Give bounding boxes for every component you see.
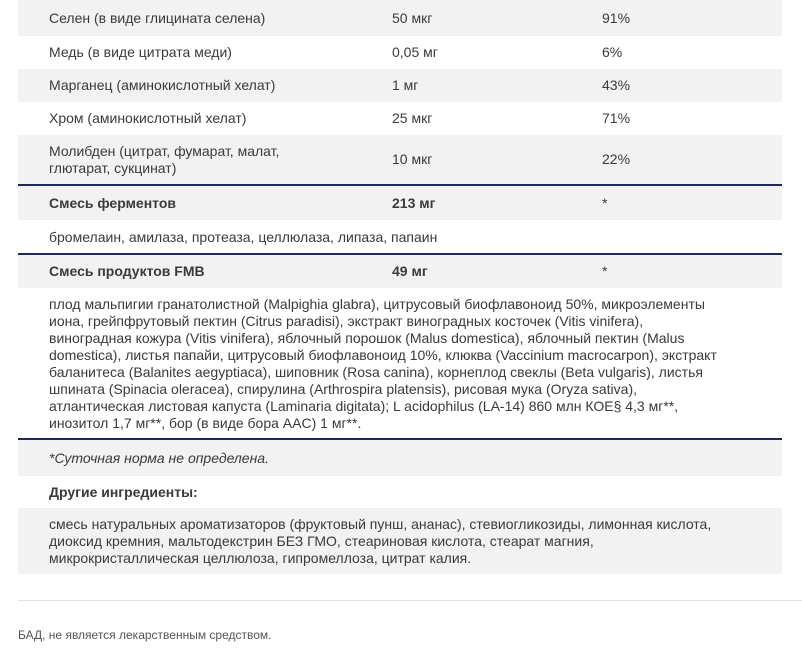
ingredients-line: диоксид кремния, мальтодекстрин БЕЗ ГМО, стеариновая кислота, стеарат магния, (49, 533, 594, 549)
ingredients-line: микрокристаллическая целлюлоза, гипромеллоза, цитрат калия. (49, 550, 472, 566)
daily-value-note: *Суточная норма не определена. (49, 450, 269, 466)
nutrient-amount: 0,05 мг (392, 44, 438, 60)
table-row (18, 135, 782, 184)
nutrient-name: Хром (аминокислотный хелат) (49, 110, 247, 126)
table-row (18, 0, 782, 36)
blend-contents-row (18, 220, 782, 253)
blend-amount: 49 мг (392, 263, 428, 279)
nutrient-daily-value: 43% (602, 77, 631, 93)
blend-daily-value: * (602, 263, 608, 279)
nutrient-name-line2: глютарат, сукцинат) (49, 160, 177, 176)
ingredients-line: смесь натуральных ароматизаторов (фруктовый пунш, ананас), стевиогликозиды, лимонная кислота, (49, 516, 712, 532)
nutrient-name: Марганец (аминокислотный хелат) (49, 77, 276, 93)
nutrient-daily-value: 71% (602, 110, 631, 126)
blend-contents-line: domestica), листья папайи, цитрусовый биофлавоноид 10%, клюква (Vaccinium macrocarpon), экстракт (49, 347, 717, 363)
blend-contents: бромелаин, амилаза, протеаза, целлюлаза, липаза, папаин (49, 229, 438, 245)
nutrient-daily-value: 6% (602, 44, 623, 60)
nutrient-daily-value: 91% (602, 10, 631, 26)
blend-header-row (18, 186, 782, 220)
blend-contents-line: плод мальпигии гранатолистной (Malpighia glabra), цитрусовый биофлавоноид 50%, микроэлементы (49, 296, 705, 312)
other-ingredients-list (49, 516, 774, 567)
blend-contents-line: атлантическая листовая капуста (Laminaria digitata); L acidophilus (LA-14) 860 млн КОЕ§ 4,3 мг**, (49, 398, 679, 414)
nutrient-name: Медь (в виде цитрата меди) (49, 44, 232, 60)
table-row (18, 69, 782, 102)
nutrient-amount: 1 мг (392, 77, 419, 93)
nutrient-name: Селен (в виде глицината селена) (49, 10, 266, 26)
nutrient-amount: 50 мкг (392, 10, 433, 26)
blend-name: Смесь продуктов FMB (49, 263, 205, 279)
other-ingredients-row (18, 508, 782, 574)
blend-name: Смесь ферментов (49, 195, 176, 211)
blend-contents-line: баланитеса (Balanites aegyptiaca), шиповник (Rosa canina), корнеплод свеклы (Beta vulgaris), листья (49, 364, 703, 380)
nutrient-name-line1: Молибден (цитрат, фумарат, малат, (49, 143, 280, 159)
blend-contents-line: шпината (Spinacia oleracea), спирулина (Arthrospira platensis), рисовая мука (Oryza sativa), (49, 381, 637, 397)
table-row (18, 102, 782, 135)
blend-contents-row (18, 288, 782, 438)
nutrient-amount: 25 мкг (392, 110, 433, 126)
nutrient-amount: 10 мкг (392, 151, 433, 167)
footnote-row (18, 440, 782, 476)
table-row (18, 36, 782, 69)
nutrient-daily-value: 22% (602, 151, 631, 167)
blend-contents (49, 296, 774, 432)
footer-disclaimer: БАД, не является лекарственным средством. (18, 628, 272, 642)
blend-contents-line: иона, грейпфрутовый пектин (Citrus paradisi), экстракт виноградных косточек (Vitis vinifera), (49, 313, 644, 329)
other-ingredients-heading: Другие ингредиенты: (49, 484, 198, 500)
blend-contents-line: инозитол 1,7 мг**, бор (в виде бора AAC) 1 мг**. (49, 415, 362, 431)
blend-contents-line: виноградная кожура (Vitis vinifera), яблочный порошок (Malus domestica), яблочный пектин (Malus (49, 330, 685, 346)
footer-divider (18, 600, 802, 601)
blend-amount: 213 мг (392, 195, 436, 211)
blend-header-row (18, 255, 782, 288)
blend-daily-value: * (602, 195, 608, 211)
other-ingredients-header (18, 476, 782, 508)
